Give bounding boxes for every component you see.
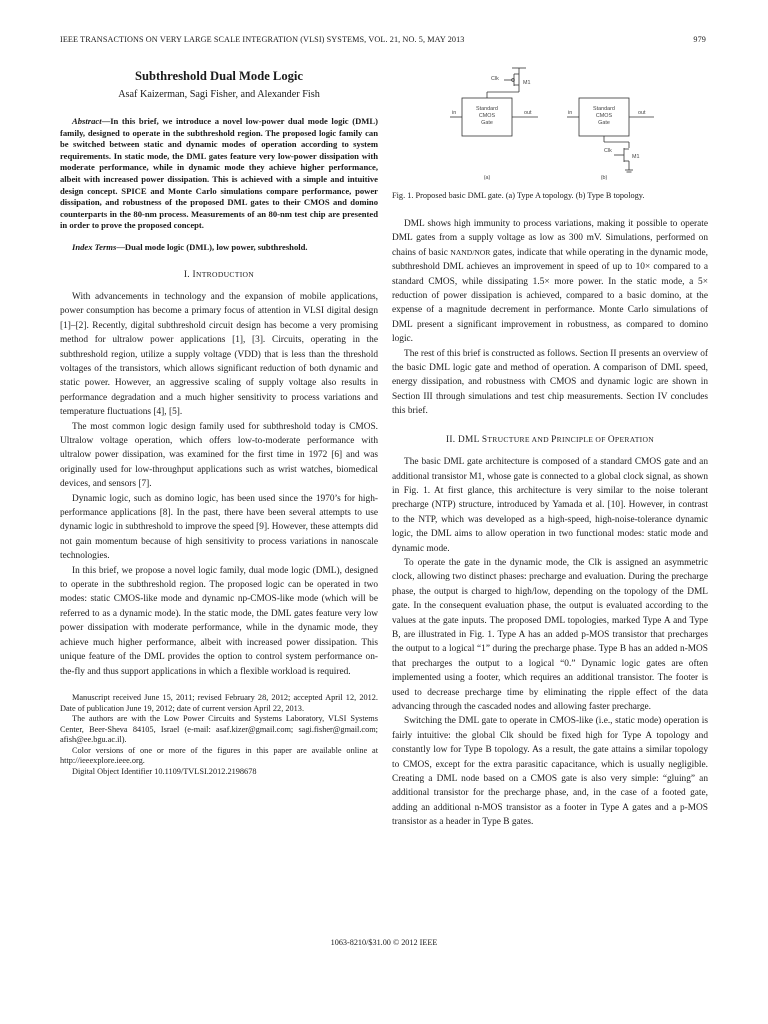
left-column [60, 66, 378, 778]
journal-header: IEEE TRANSACTIONS ON VERY LARGE SCALE INTEGRATION (VLSI) SYSTEMS, VOL. 21, NO. 5, MAY 2013 [60, 35, 465, 44]
index-terms [60, 242, 378, 254]
section2-paragraph-1: The basic DML gate architecture is composed of a standard CMOS gate and an additional transistor M1, whose gate is connected to a global clock signal, as shown in Fig. 1. At first glance, this architecture is very similar to the noise tolerant precharge (NTP) structure, introduced by Yamada et al. [10]. However, in contrast to the NTP, which was developed as a high-speed, high-noise-tolerance dynamic logic, the DML aims to allow operation in two functional modes: static mode and dynamic mode. [392, 457, 708, 554]
section2-paragraph-2: To operate the gate in the dynamic mode, the Clk is assigned an asymmetric clock, allowing two distinct phases: precharge and evaluation. During the precharge phase, the output is charged to high/low, depending on the topology of the DML gate. In the consequent evaluation phase, the output is evaluated according to the values at the gate inputs. The proposed DML topologies, marked Type A and Type B, are illustrated in Fig. 1. Type A has an added p-MOS transistor that precharges the output to a logical “1” during the precharge phase. Type B has an added n-MOS that precharges the output to a logical “0.” Dynamic logic gates are often implemented using a footer, which requires an additional transistor. The footer is used to decrease precharge time by eliminating the ripple effect of the data advancing through the cascaded nodes and allowing faster precharge. [392, 557, 708, 712]
m1-label-b: M1 [632, 154, 640, 160]
footnote-color: Color versions of one or more of the figures in this paper are available online at http://ieeexplore.ieee.org. [60, 745, 378, 766]
figure-label-a: (a) [483, 175, 491, 181]
intro-paragraph-4: In this brief, we propose a novel logic family, dual mode logic (DML), designed to operate in the subthreshold region. The proposed logic can be operated in two modes: static CMOS-like mode and dynamic np-CMOS-like mode (which will be referred to as a dynamic mode). In the static mode, the DML gates feature very low power dissipation with moderate performance, while in the dynamic mode, they achieve much higher performance, albeit with increased power dissipation. This unique feature of the DML provides the option to control system performance on-the-fly and thus support applications in which a flexible workload is required. [60, 565, 378, 677]
m1-label-a: M1 [523, 80, 531, 86]
clk-label-b: Clk [604, 148, 612, 154]
svg-text:Gate: Gate [598, 120, 610, 126]
abstract-label: Abstract [72, 116, 102, 126]
svg-text:Standard: Standard [476, 106, 498, 112]
out-label-b: out [638, 110, 646, 116]
section2-paragraph-3: Switching the DML gate to operate in CMOS-like (i.e., static mode) operation is fairly intuitive: the global Clk should be fixed high for Type A topology and constantly low for Type B topology. As a result, the gate attains a similar topology to CMOS, except for the extra parasitic capacitance, which is usually negligible. Creating a DML node based on a CMOS gate is also very simple: “gluing” an additional transistor for the precharge phase, and, in the case of a footed gate, adding an additional n-MOS transistor as a footer in Type A gates and a p-MOS transistor as a header in Type B gates. [392, 716, 708, 828]
footnote-manuscript: Manuscript received June 15, 2011; revised February 28, 2012; accepted April 12, 2012. Date of publication June 19, 2012; date of current version April 22, 2013. [60, 692, 378, 713]
footnotes [60, 693, 378, 778]
index-terms-text: —Dual mode logic (DML), low power, subthreshold. [116, 241, 308, 252]
index-terms-label: Index Terms [72, 241, 117, 252]
abstract [60, 116, 378, 232]
svg-text:CMOS: CMOS [478, 113, 496, 119]
abstract-text: —In this brief, we introduce a novel low-power dual mode logic (DML) family, designed to operate in the subthreshold region. The proposed logic family can be switched between static and dynamic modes of operation according to system requirements. In static mode, the DML gates feature very low-power dissipation with moderate performance, while in dynamic mode they achieve higher performance, albeit with increased power dissipation. This is achieved with a simple and intuitive design concept. SPICE and Monte Carlo simulations compare performance, power dissipation, and robustness of the proposed DML gates to their CMOS and domino counterparts in the 80-nm process. Measurements of an 80-nm test chip are presented in order to prove the proposed concept. [60, 116, 378, 231]
in-label-b: in [568, 110, 573, 116]
section-heading-introduction: I. INTRODUCTION [183, 269, 255, 280]
right-paragraph-1: DML shows high immunity to process variations, making it possible to operate DML gates from a supply voltage as low as 300 mV. Simulations, performed on chains of basic NAND/NOR gates, indicate that while operating in the dynamic mode, subthreshold DML achieves an improvement in speed of up to 10× compared to a standard CMOS, while dissipating 1.5× more power. In the static mode, a 5× reduction of power dissipation is achieved, compared to a basic domino, at the expense of a magnitude decrement in performance. Monte Carlo simulations of DML present a significant improvement in robustness, as compared to domino logic. [392, 219, 708, 345]
paper-authors: Asaf Kaizerman, Sagi Fisher, and Alexander Fish [118, 89, 320, 100]
intro-paragraph-3: Dynamic logic, such as domino logic, has been used since the 1970’s for high-performance applications [8]. In the past, there have been several attempts to use dynamic logic in subthreshold to improve the speed [9]. However, these attempts did not gain momentum because of high sensitivity to process variations in nanoscale technologies. [60, 493, 378, 562]
svg-text:Standard: Standard [593, 106, 615, 112]
clk-label-a: Clk [491, 76, 499, 82]
section-heading-dml-structure: II. DML STRUCTURE AND PRINCIPLE OF OPERATION [445, 434, 655, 445]
right-column [392, 66, 708, 830]
out-label-a: out [524, 110, 532, 116]
copyright-footer: 1063-8210/$31.00 © 2012 IEEE [330, 938, 438, 947]
footnote-doi: Digital Object Identifier 10.1109/TVLSI.2012.2198678 [72, 767, 257, 777]
svg-text:CMOS: CMOS [595, 113, 613, 119]
page-number: 979 [693, 35, 706, 44]
intro-paragraph-2: The most common logic design family used for subthreshold today is CMOS. Ultralow voltage operation, which offers low-to-moderate performance with ultralow power dissipation, was examined for the first time in 1972 [6] and was originally used for low-throughput applications such as wrist watches, biomedical devices, and sensors [7]. [60, 421, 378, 490]
right-paragraph-2: The rest of this brief is constructed as follows. Section II presents an overview of the basic DML logic gate and method of operation. A comparison of DML speed, energy dissipation, and robustness with CMOS and dynamic logic are shown in Section III through simulations and test chip measurements. Section IV concludes this brief. [392, 348, 708, 417]
footnote-authors: The authors are with the Low Power Circuits and Systems Laboratory, VLSI Systems Center, Beer-Sheva 84105, Israel (e-mail: asaf.kizer@gmail.com; sagi.fisher@gmail.com; afish@ee.bgu.ac.il). [60, 714, 378, 745]
figure-label-b: (b) [600, 175, 608, 181]
intro-paragraph-1: With advancements in technology and the expansion of mobile applications, power consumption has become a primary focus of attention in VLSI digital design [1]–[2]. Recently, digital subthreshold circuit design has become a very promising method for ultralow power applications [1], [3]. Circuits, operating in the subthreshold region, utilize a supply voltage (VDD) that is less than the threshold voltages of the transistors, which allows significant reduction of both dynamic and static power. However, an aggressive scaling of supply voltage also results in performance degradation and a much higher sensitivity to process variations and temperature fluctuations [4], [5]. [60, 291, 378, 418]
svg-text:Gate: Gate [481, 120, 493, 126]
figure-1 [392, 66, 708, 184]
figure-caption: Fig. 1. Proposed basic DML gate. (a) Type A topology. (b) Type B topology. [392, 191, 645, 200]
running-header [60, 35, 706, 44]
paper-title: Subthreshold Dual Mode Logic [134, 69, 304, 83]
in-label-a: in [452, 110, 457, 116]
dml-gate-diagram [392, 66, 708, 184]
